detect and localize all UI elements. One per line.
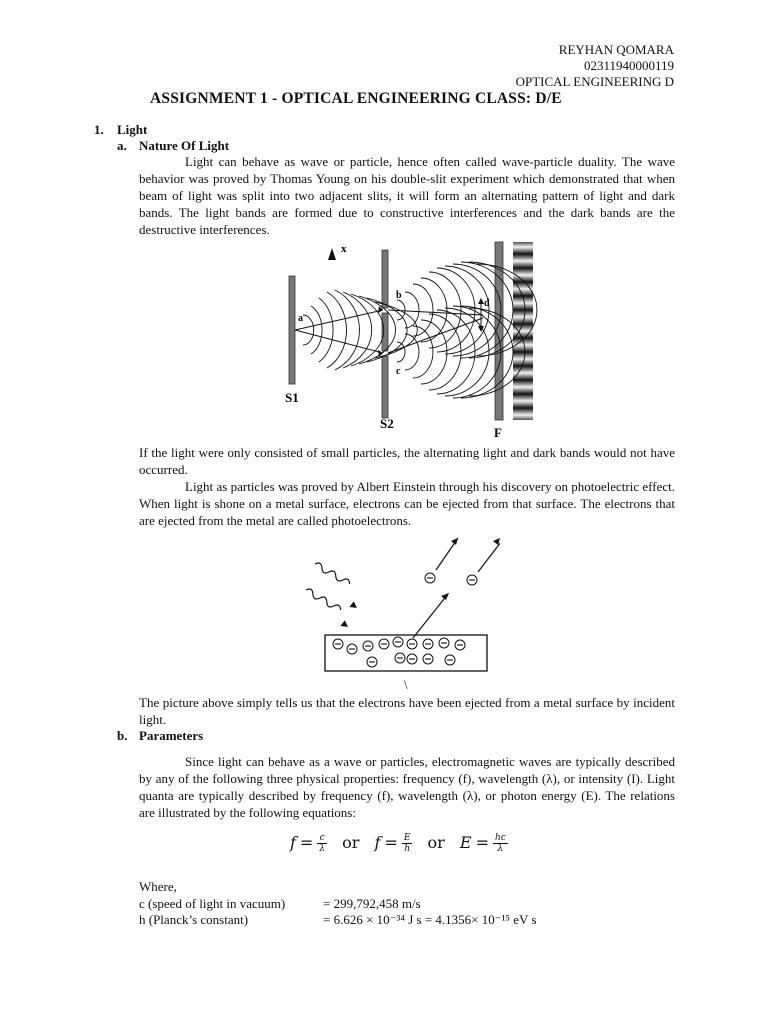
constant-name-c: c (speed of light in vacuum) (139, 896, 286, 911)
eq1-lhs: f (290, 833, 296, 852)
student-id: 02311940000119 (583, 58, 674, 73)
paragraph-particle-only: If the light were only consisted of small particles, the alternating light and dark bands would not have occurred. (139, 445, 675, 477)
light-arrowhead-1 (349, 601, 359, 611)
label-f: F (494, 425, 502, 440)
constant-value-h: = 6.626 × 10⁻³⁴ J s = 4.1356× 10⁻¹⁵ eV s (323, 912, 537, 927)
eq1-equals: = (299, 833, 314, 852)
where-label: Where, (139, 879, 177, 894)
screen-s1 (289, 276, 295, 384)
paragraph-photoelectric: Light as particles was proved by Albert Einstein through his discovery on photoelectric effect. When light is shone on a metal surface, electrons can be ejected from that surface. The electrons that are ejected from the metal are called photoelectrons. (139, 479, 675, 528)
stray-character: \ (404, 677, 408, 692)
eq3-lhs: E (459, 833, 472, 852)
eq2-fraction (402, 833, 413, 854)
or-2: or (427, 833, 445, 852)
screen-s2-middle (382, 313, 388, 351)
paragraph-figure-caption: The picture above simply tells us that the electrons have been ejected from a metal surface by incident light. (139, 695, 675, 727)
constant-value-c: = 299,792,458 m/s (323, 896, 421, 911)
constant-name-h: h (Planck’s constant) (139, 912, 249, 927)
label-c: c (396, 366, 401, 377)
equations (290, 833, 508, 854)
x-axis-arrow (328, 248, 336, 260)
ejected-electrons (425, 573, 477, 585)
eq1-denominator: λ (319, 844, 326, 854)
ejection-arrows (413, 538, 500, 638)
eq3-equals: = (475, 833, 489, 852)
screen-s2-top (382, 250, 388, 308)
rays (295, 302, 483, 353)
eq3-denominator: λ (497, 844, 504, 854)
double-slit-figure (275, 240, 545, 440)
label-d: d (484, 298, 490, 309)
eq1-numerator: c (317, 833, 327, 844)
label-x: x (341, 243, 347, 255)
eq2-denominator: h (404, 844, 411, 854)
paragraph-wave-nature: Light can behave as wave or particle, hence often called wave-particle duality. The wave behavior was proved by Thomas Young on his double-slit experiment which demonstrated that when beam of light was split into two adjacent slits, it will form an alternating pattern of light and dark bands. The light bands are formed due to constructive interferences and the dark bands are the destructive interferences. (139, 154, 675, 237)
eq2-numerator: E (403, 833, 411, 843)
light-arrowhead-2 (340, 620, 350, 630)
subsection-a-letter: a. (117, 138, 127, 153)
eq3-numerator: hc (494, 833, 506, 843)
fringe-pattern (513, 242, 533, 420)
subsection-b-letter: b. (117, 728, 128, 743)
subsection-a-heading: Nature Of Light (139, 138, 230, 153)
course-name: OPTICAL ENGINEERING D (515, 74, 674, 89)
section-heading: Light (117, 122, 148, 137)
photoelectric-figure (300, 532, 500, 680)
ejection-arrowhead-3 (441, 593, 449, 600)
eq3-fraction (493, 833, 508, 854)
page-title: ASSIGNMENT 1 - OPTICAL ENGINEERING CLASS: D/E (150, 90, 562, 107)
eq1-fraction (317, 833, 327, 854)
or-1: or (342, 833, 360, 852)
incident-light-icon (305, 561, 352, 612)
section-number: 1. (94, 122, 104, 137)
paragraph-parameters: Since light can behave as a wave or particles, electromagnetic waves are typically described by any of the following three physical properties: frequency (f), wavelength (λ), or intensity (I). Light quanta are typically described by frequency (f), wavelength (λ), or photon energy (E). The relations are illustrated by the following equations: (139, 754, 675, 820)
label-s2: S2 (380, 416, 394, 431)
author-name: REYHAN QOMARA (558, 42, 674, 57)
label-a: a (298, 313, 303, 324)
label-s1: S1 (285, 390, 299, 405)
subsection-b-heading: Parameters (139, 728, 204, 743)
eq2-equals: = (384, 833, 398, 852)
label-b: b (396, 290, 402, 301)
wavefronts-a (303, 290, 417, 370)
eq2-lhs: f (374, 833, 381, 852)
screen-s2-bottom (382, 356, 388, 418)
